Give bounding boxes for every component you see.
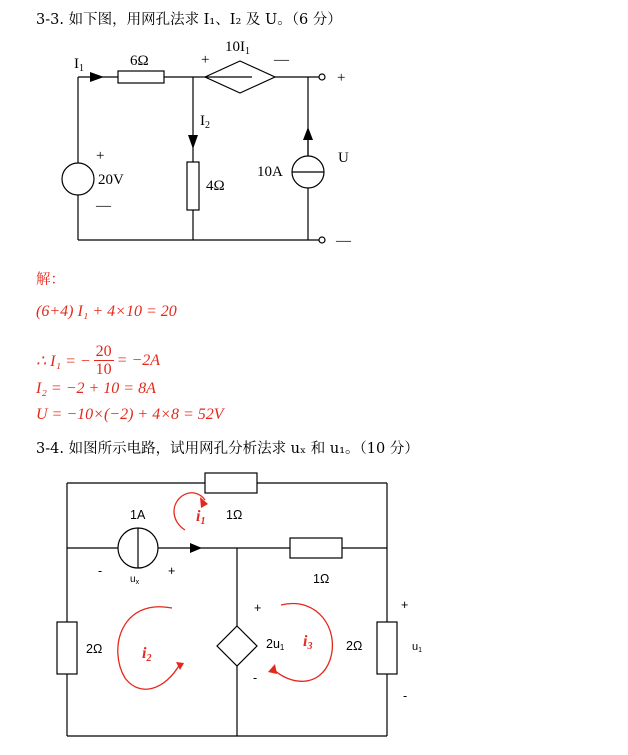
solution-line-4: U = −10×(−2) + 4×8 = 52V — [36, 406, 224, 423]
problem-3-3-heading: 3-3. 如下图，用网孔法求 I₁、I₂ 及 U。（6 分） — [36, 12, 342, 28]
svg-text:u1: u1 — [412, 641, 423, 654]
mesh-loop-i2 — [118, 607, 180, 689]
svg-text:—: — — [96, 198, 111, 214]
svg-text:+: + — [401, 598, 409, 612]
solution-title: 解： — [36, 272, 65, 288]
svg-text:1Ω: 1Ω — [226, 508, 243, 522]
svg-text:—: — — [274, 52, 289, 68]
dependent-source-diamond — [217, 626, 257, 666]
resistor-left-2ohm — [57, 622, 77, 674]
fraction: $\frac{20}{10}$ — [95, 343, 112, 378]
resistor-top-1ohm — [205, 473, 257, 493]
label-4ohm: 4Ω — [206, 178, 225, 194]
svg-text:+: + — [168, 564, 176, 578]
label-1a: 1A — [130, 508, 146, 522]
svg-text:+: + — [201, 52, 210, 68]
svg-text:2u1: 2u1 — [266, 637, 285, 652]
svg-text:-: - — [253, 671, 258, 685]
resistor-mid-1ohm — [290, 538, 342, 558]
svg-text:+: + — [96, 148, 105, 164]
svg-text:i3: i3 — [303, 633, 313, 652]
svg-text:+: + — [254, 601, 262, 615]
svg-text:2Ω: 2Ω — [86, 642, 103, 656]
solution-line-1: (6+4) I₁ + 4×10 = 20 — [36, 303, 177, 320]
problem-3-4-heading: 3-4. 如图所示电路，试用网孔分析法求 uₓ 和 u₁。（10 分） — [36, 441, 419, 457]
solution-line-3: I₂ = −2 + 10 = 8A — [36, 380, 156, 397]
svg-text:+: + — [337, 70, 346, 86]
wire-arrow — [190, 543, 202, 553]
label-10a: 10A — [257, 164, 283, 180]
resistor-right-2ohm — [377, 622, 397, 674]
label-20v: 20V — [98, 172, 124, 188]
svg-text:I2: $I_2$ — [200, 113, 210, 131]
label-u: U — [338, 150, 349, 166]
svg-text:-: - — [98, 564, 103, 578]
svg-text:ux: $u_x$ — [130, 574, 140, 586]
svg-text:1Ω: 1Ω — [313, 572, 330, 586]
svg-text:2Ω: 2Ω — [346, 639, 363, 653]
svg-text:-: - — [403, 689, 408, 703]
svg-text:i1: i1 — [196, 508, 206, 527]
svg-text:—: — — [336, 233, 351, 249]
svg-text:I1: $I_1$ — [74, 56, 84, 74]
solution-line-2: ∴ I₁ = − $\frac{20}{10}$ = −2A — [36, 343, 161, 378]
label-6ohm: 6Ω — [130, 53, 149, 69]
svg-text:i2: i2 — [142, 645, 152, 664]
svg-text:10I1: $10I_1$ — [225, 39, 250, 57]
